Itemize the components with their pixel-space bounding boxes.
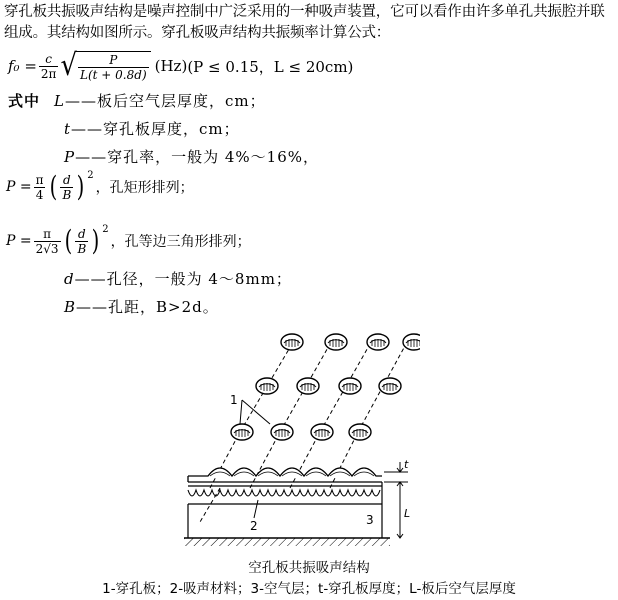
def-symbol: L [54,92,65,110]
radical-sign: √ [60,48,78,83]
dimension-markers [384,462,411,538]
definition-P [64,146,319,167]
hole-icon [403,334,420,350]
param-dash: —— [76,298,109,316]
def-symbol: t [64,120,72,138]
p-den: 4 [35,187,44,202]
label-3: 3 [366,513,374,527]
figure-caption: 空孔板共振吸声结构 [248,560,370,576]
p-lhs: P = [6,179,32,195]
intro-paragraph: 穿孔板共振吸声结构是噪声控制中广泛采用的一种吸声装置，它可以看作由许多单孔共振腔并联组成。其结构如图所示。穿孔板吸声结构共振频率计算公式： [4,4,605,41]
resonance-frequency-formula [8,46,353,86]
hole-icon [281,334,303,350]
def-dash: —— [71,120,104,138]
p-tri-note: ，孔等边三角形排列； [110,234,251,250]
definition-lead: 式中 [8,92,41,110]
label-2: 2 [250,519,258,533]
def-dash: —— [75,148,108,166]
sqrt-fraction [78,53,149,82]
coef-fraction [39,52,59,81]
param-B [64,296,219,317]
p-rect-formula: P = $\frac{\pi}{4}$ ( $\frac{d}{B}$ ) 2 ，孔矩形排列； [6,169,194,203]
sqrt-numerator: P [109,52,118,67]
param-text: 孔径，一般为 4～8mm； [106,270,292,288]
p-tri-ratio [75,227,88,256]
p-num: π [35,172,44,187]
hole-icon [271,424,293,440]
p-inner-num: d [63,172,71,187]
hole-icon [349,424,371,440]
hole-icon [379,378,401,394]
hole-icon [339,378,361,394]
sqrt-term [60,48,150,83]
p-inner-den: B [62,187,72,202]
p-tri-coef [34,227,61,256]
p-num: π [43,226,52,241]
label-t: t [404,458,409,471]
sqrt-denominator: L(t + 0.8d) [80,67,147,82]
def-text: 穿孔率，一般为 4%～16%， [107,148,319,166]
param-symbol: d [64,270,75,288]
p-rect-ratio [60,173,73,202]
coef-numerator: c [45,51,53,66]
coef-denominator: 2π [40,66,57,81]
perforated-panel-diagram [180,322,420,554]
def-dash: —— [64,92,97,110]
figure-legend: 1-穿孔板；2-吸声材料；3-空气层；t-穿孔板厚度；L-板后空气层厚度 [102,581,516,597]
def-text: 板后空气层厚度，cm； [96,92,266,110]
p-rect-note: ，孔矩形排列； [95,180,194,196]
hole-icon [231,424,253,440]
formula-unit: (Hz) [154,57,188,75]
hole-icon [256,378,278,394]
label-L: L [404,507,411,520]
hole-icon [297,378,319,394]
hole-icon [367,334,389,350]
wall-hatching [184,538,390,546]
p-exponent: 2 [102,223,109,235]
p-inner-den: B [77,241,87,256]
p-tri-formula: P = $\frac{\pi}{2√3}$ ( $\frac{d}{B}$ ) 2 ，孔等边三角形排列； [6,223,251,257]
p-inner-num: d [78,226,86,241]
p-exponent: 2 [87,169,94,181]
hole-icon [325,334,347,350]
param-dash: —— [74,270,107,288]
param-d [64,268,292,289]
absorbing-material [188,486,382,504]
p-lhs: P = [6,233,32,249]
p-rect-coef [34,173,46,202]
formula-condition: (P ≤ 0.15，L ≤ 20cm) [187,57,354,76]
def-text: 穿孔板厚度，cm； [103,120,240,138]
hole-icon [311,424,333,440]
definition-t [64,118,240,139]
param-symbol: B [64,298,77,316]
label-1: 1 [230,393,238,407]
perforated-plate [188,468,382,482]
definition-L [8,90,266,111]
p-den: 2√3 [35,241,59,256]
hole-grid [231,334,420,440]
formula-lhs: f₀ = [8,57,37,75]
param-text: 孔距，B>2d。 [108,298,219,316]
def-symbol: P [64,148,76,166]
